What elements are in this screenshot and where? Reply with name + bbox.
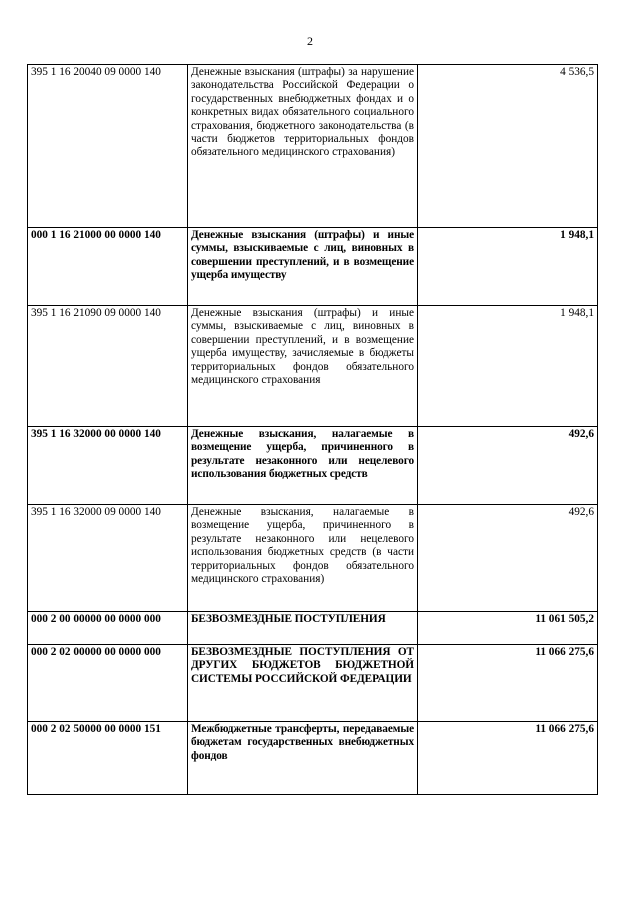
amount: 4 536,5 <box>418 65 598 228</box>
table-row <box>28 645 598 722</box>
budget-classification-code: 395 1 16 21090 09 0000 140 <box>28 306 188 427</box>
revenue-name: Денежные взыскания, налагаемые в возмещение ущерба, причиненного в результате незаконного или нецелевого использования бюджетных средств (в части территориальных фондов обязательного медицинского страхования) <box>188 505 418 612</box>
amount: 1 948,1 <box>418 306 598 427</box>
table-row <box>28 505 598 612</box>
amount: 492,6 <box>418 505 598 612</box>
revenue-name: Денежные взыскания, налагаемые в возмещение ущерба, причиненного в результате незаконного или нецелевого использования бюджетных средств <box>188 427 418 505</box>
budget-classification-code: 000 2 02 00000 00 0000 000 <box>28 645 188 722</box>
revenue-name: БЕЗВОЗМЕЗДНЫЕ ПОСТУПЛЕНИЯ ОТ ДРУГИХ БЮДЖЕТОВ БЮДЖЕТНОЙ СИСТЕМЫ РОССИЙСКОЙ ФЕДЕРАЦИИ <box>188 645 418 722</box>
table-row <box>28 306 598 427</box>
revenue-name: Денежные взыскания (штрафы) и иные суммы, взыскиваемые с лиц, виновных в совершении преступлений, и в возмещение ущерба имуществу, зачисляемые в бюджеты территориальных фондов обязательного медицинского страхования <box>188 306 418 427</box>
budget-classification-code: 000 1 16 21000 00 0000 140 <box>28 228 188 306</box>
amount: 1 948,1 <box>418 228 598 306</box>
table-row <box>28 65 598 228</box>
table-row <box>28 722 598 795</box>
revenue-name: БЕЗВОЗМЕЗДНЫЕ ПОСТУПЛЕНИЯ <box>188 612 418 645</box>
revenue-name: Денежные взыскания (штрафы) за нарушение законодательства Российской Федерации о государственных внебюджетных фондах и о конкретных видах обязательного социального страхования, бюджетного законодательства (в части бюджетов территориальных фондов обязательного медицинского страхования) <box>188 65 418 228</box>
revenue-name: Межбюджетные трансферты, передаваемые бюджетам государственных внебюджетных фондов <box>188 722 418 795</box>
budget-classification-code: 395 1 16 32000 00 0000 140 <box>28 427 188 505</box>
amount: 11 066 275,6 <box>418 645 598 722</box>
budget-classification-code: 000 2 02 50000 00 0000 151 <box>28 722 188 795</box>
table-row <box>28 427 598 505</box>
amount: 492,6 <box>418 427 598 505</box>
table-row <box>28 612 598 645</box>
budget-classification-code: 395 1 16 20040 09 0000 140 <box>28 65 188 228</box>
amount: 11 066 275,6 <box>418 722 598 795</box>
page-number: 2 <box>307 34 313 48</box>
budget-classification-code: 395 1 16 32000 09 0000 140 <box>28 505 188 612</box>
budget-classification-code: 000 2 00 00000 00 0000 000 <box>28 612 188 645</box>
amount: 11 061 505,2 <box>418 612 598 645</box>
budget-revenue-table <box>27 64 598 795</box>
table-row <box>28 228 598 306</box>
revenue-name: Денежные взыскания (штрафы) и иные суммы, взыскиваемые с лиц, виновных в совершении преступлений, и в возмещение ущерба имуществу <box>188 228 418 306</box>
